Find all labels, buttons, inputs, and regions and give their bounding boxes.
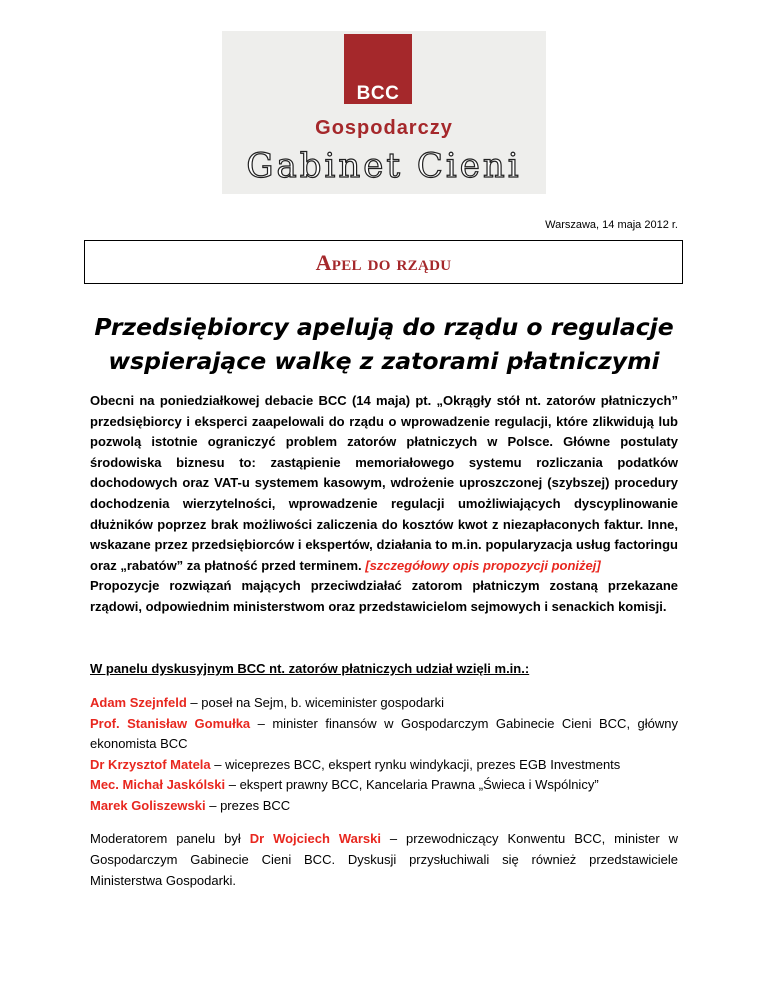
- title-line-1: Przedsiębiorcy apelują do rządu o regulacje: [94, 313, 674, 341]
- lead-note: [szczegółowy opis propozycji poniżej]: [365, 557, 601, 573]
- panelist-item: [90, 775, 678, 796]
- logo-line-gospodarczy: Gospodarczy: [315, 117, 453, 139]
- moderator-desc: – przewodniczący Konwentu BCC, minister w Gospodarczym Gabinecie Cieni BCC. Dyskusji przysłuchiwali się również przedstawiciele Ministerstwa Gospodarki.: [90, 831, 678, 888]
- lead-text: Obecni na poniedziałkowej debacie BCC (14 maja) pt. „Okrągły stół nt. zatorów płatniczych” przedsiębiorcy i eksperci zaapelowali do rządu o wprowadzenie regulacji, które zlikwidują lub pozwolą istotnie ograniczyć problem zatorów płatniczych w Polsce. Główne postulaty środowiska biznesu to: zastąpienie memoriałowego systemu rozliczania podatków dochodowych oraz VAT-u systemem kasowym, wdrożenie uproszczonej (szybszej) procedury dochodzenia wierzytelności, wprowadzenie regulacji umożliwiających dyscyplinowanie dłużników poprzez brak możliwości zaliczenia do kosztów kwot z niezapłaconych faktur. Inne, wskazane przez przedsiębiorców i ekspertów, działania to m.in. popularyzacja usług factoringu oraz „rabatów” za płatność przed terminem.: [90, 393, 678, 573]
- moderator-intro: Moderatorem panelu był: [90, 831, 250, 846]
- panelist-item: [90, 755, 678, 776]
- panelist-desc: – ekspert prawny BCC, Kancelaria Prawna „Świeca i Wspólnicy”: [225, 777, 599, 792]
- document-title: [84, 310, 684, 378]
- bcc-logo-mark: BCC: [356, 83, 400, 104]
- lead-text-2: Propozycje rozwiązań mających przeciwdziałać zatorom płatniczym zostaną przekazane rządowi, odpowiednim ministerstwom oraz przedstawicielom sejmowych i senackich komisji.: [90, 578, 678, 614]
- panelist-list: [90, 693, 678, 816]
- panelist-name: Marek Goliszewski: [90, 797, 206, 813]
- panelist-name: Adam Szejnfeld: [90, 695, 187, 710]
- logo-line-gabinet-cieni: Gabinet Cieni: [246, 146, 522, 186]
- panelist-item: [90, 693, 678, 714]
- panelist-desc: – prezes BCC: [205, 797, 291, 813]
- appeal-heading: Apel do rządu: [315, 250, 452, 275]
- appeal-heading-box: [84, 240, 683, 284]
- title-line-2: wspierające walkę z zatorami płatniczymi: [108, 347, 660, 375]
- panelist-name: Mec. Michał Jaskólski: [90, 777, 226, 792]
- panelist-desc: – poseł na Sejm, b. wiceminister gospodarki: [186, 695, 445, 710]
- panelist-item: [90, 796, 678, 817]
- panelist-desc: – minister finansów w Gospodarczym Gabinecie Cieni BCC, główny ekonomista BCC: [90, 715, 679, 751]
- lead-paragraph: [90, 391, 678, 618]
- panelist-name: Prof. Stanisław Gomułka: [90, 715, 251, 731]
- panelist-item: [90, 714, 678, 755]
- moderator-name: Dr Wojciech Warski: [249, 831, 381, 846]
- panelist-name: Dr Krzysztof Matela: [90, 756, 211, 772]
- moderator-paragraph: [90, 829, 678, 891]
- document-date: Warszawa, 14 maja 2012 r.: [545, 219, 678, 231]
- panelist-desc: – wiceprezes BCC, ekspert rynku windykacji, prezes EGB Investments: [210, 756, 621, 772]
- panel-heading: W panelu dyskusyjnym BCC nt. zatorów płatniczych udział wzięli m.in.:: [90, 661, 530, 676]
